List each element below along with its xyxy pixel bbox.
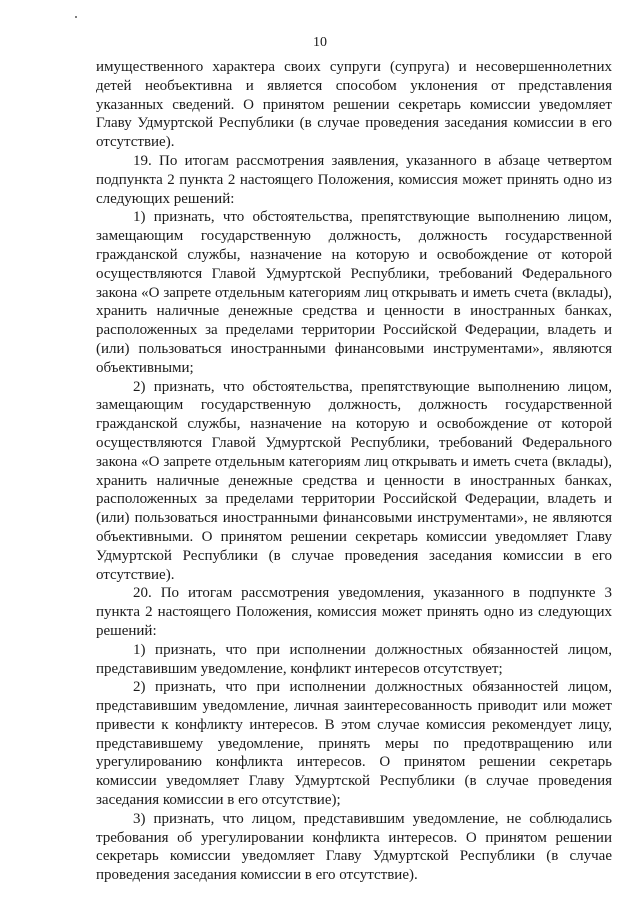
paragraph-item-19-2: 2) признать, что обстоятельства, препятствующие выполнению лицом, замещающим государственную должность, должность государственной гражданской службы, назначение на которую и освобождение от которой осуществляются Главой Удмуртской Республики, требований Федерального закона «О запрете отдельным категориям лиц открывать и иметь счета (вклады), хранить наличные денежные средства и ценности в иностранных банках, расположенных за пределами территории Российской Федерации, владеть и (или) пользоваться иностранными финансовыми инструментами», не являются объективными. О принятом решении секретарь комиссии уведомляет Главу Удмуртской Республики (в случае проведения заседания комиссии в его отсутствие). <box>96 378 612 583</box>
scan-speck <box>75 16 77 18</box>
paragraph-item-19: 19. По итогам рассмотрения заявления, указанного в абзаце четвертом подпункта 2 пункта 2 настоящего Положения, комиссия может принять одно из следующих решений: <box>96 152 612 207</box>
paragraph-continuation: имущественного характера своих супруги (супруга) и несовершеннолетних детей необъективна и является способом уклонения от представления указанных сведений. О принятом решении секретарь комиссии уведомляет Главу Удмуртской Республики (в случае проведения заседания комиссии в его отсутствие). <box>96 59 612 151</box>
paragraph-item-20: 20. По итогам рассмотрения уведомления, указанного в подпункте 3 пункта 2 настоящего Положения, комиссия может принять одно из следующих решений: <box>96 585 612 639</box>
paragraph-item-20-1: 1) признать, что при исполнении должностных обязанностей лицом, представившим уведомление, конфликт интересов отсутствует; <box>96 641 612 677</box>
paragraph-item-19-1: 1) признать, что обстоятельства, препятствующие выполнению лицом, замещающим государственную должность, должность государственной гражданской службы, назначение на которую и освобождение от которой осуществляются Главой Удмуртской Республики, требований Федерального закона «О запрете отдельным категориям лиц открывать и иметь счета (вклады), хранить наличные денежные средства и ценности в иностранных банках, расположенных за пределами территории Российской Федерации, владеть и (или) пользоваться иностранными финансовыми инструментами», являются объективными; <box>96 209 612 376</box>
paragraph-item-20-2: 2) признать, что при исполнении должностных обязанностей лицом, представившим уведомление, личная заинтересованность приводит или может привести к конфликту интересов. В этом случае комиссия рекомендует лицу, представившему уведомление, принять меры по предотвращению или урегулированию конфликта интересов. О принятом решении секретарь комиссии уведомляет Главу Удмуртской Республики (в случае проведения заседания комиссии в его отсутствие); <box>96 679 612 809</box>
page-number: 10 <box>313 35 327 50</box>
document-body <box>96 58 612 885</box>
paragraph-item-20-3: 3) признать, что лицом, представившим уведомление, не соблюдались требования об урегулировании конфликта интересов. О принятом решении секретарь комиссии уведомляет Главу Удмуртской Республики (в случае проведения заседания комиссии в его отсутствие). <box>96 810 612 884</box>
